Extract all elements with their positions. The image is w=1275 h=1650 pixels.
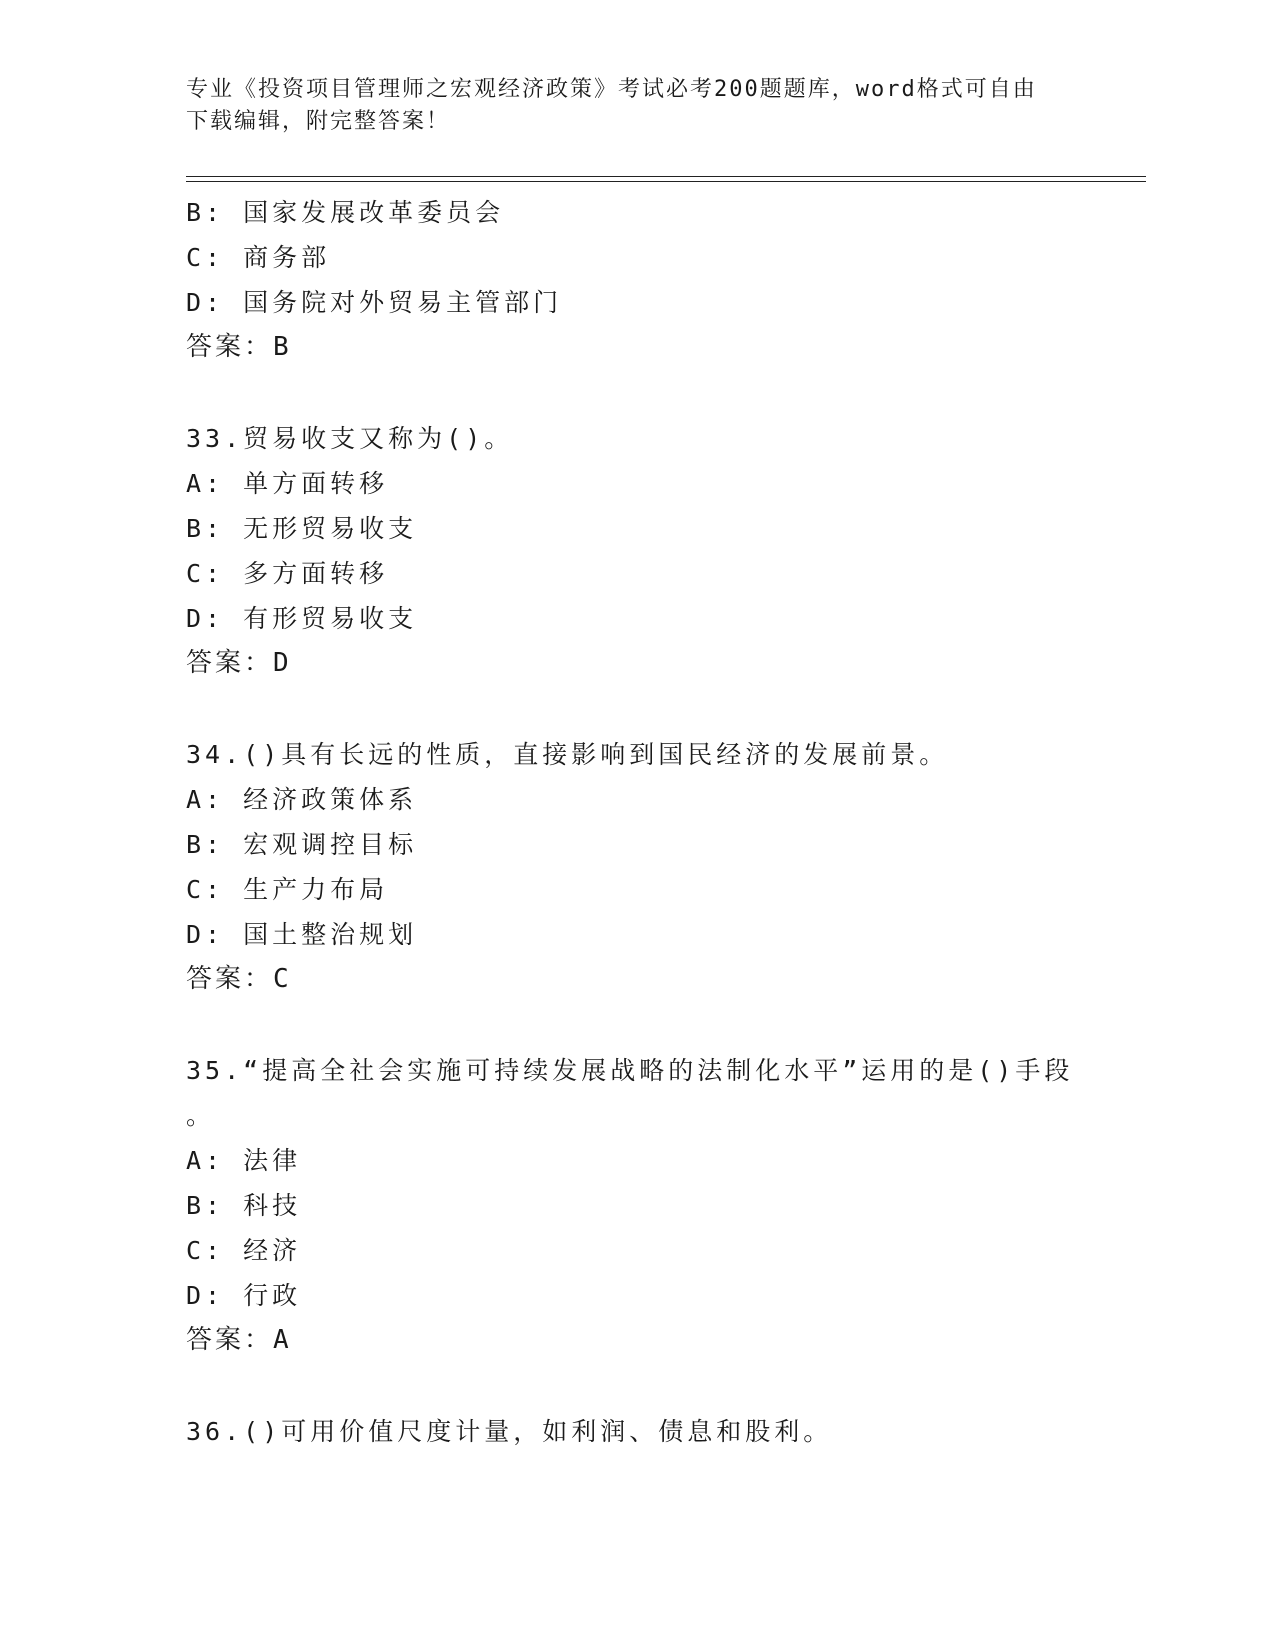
option-a: A: 经济政策体系	[186, 785, 418, 814]
option-c: C: 经济	[186, 1236, 302, 1265]
spacer	[186, 686, 1086, 732]
question-block-33	[186, 416, 1086, 686]
option-d: D: 国务院对外贸易主管部门	[186, 288, 563, 317]
question-block-32	[186, 190, 1086, 370]
option-b: B: 科技	[186, 1191, 302, 1220]
question-text: 36.()可用价值尺度计量，如利润、债息和股利。	[186, 1417, 833, 1446]
answer-label: 答案：	[186, 964, 274, 994]
document-header	[186, 74, 1066, 138]
question-block-35	[186, 1048, 1086, 1363]
spacer	[186, 1363, 1086, 1409]
option-d: D: 国土整治规划	[186, 920, 418, 949]
option-c: C: 商务部	[186, 243, 331, 272]
answer-line	[186, 641, 1086, 686]
header-title-line1: 专业《投资项目管理师之宏观经济政策》考试必考200题题库，word格式可自由	[186, 77, 1037, 102]
answer-value: B	[273, 332, 291, 362]
option-a: A: 单方面转移	[186, 469, 389, 498]
answer-value: A	[273, 1325, 291, 1355]
question-block-34	[186, 732, 1086, 1002]
option-b: B: 宏观调控目标	[186, 830, 418, 859]
header-title-line2: 下载编辑，附完整答案！	[186, 109, 451, 134]
answer-label: 答案：	[186, 648, 274, 678]
answer-value: D	[273, 648, 291, 678]
header-divider-top	[186, 176, 1146, 177]
option-a: A: 法律	[186, 1146, 302, 1175]
header-divider-bottom	[186, 181, 1146, 182]
option-d: D: 有形贸易收支	[186, 604, 418, 633]
question-block-36	[186, 1409, 1086, 1454]
question-text-continuation: 。	[186, 1101, 216, 1130]
option-b: B: 国家发展改革委员会	[186, 198, 505, 227]
answer-line	[186, 1318, 1086, 1363]
option-b: B: 无形贸易收支	[186, 514, 418, 543]
answer-label: 答案：	[186, 332, 274, 362]
spacer	[186, 370, 1086, 416]
question-text: 34.()具有长远的性质，直接影响到国民经济的发展前景。	[186, 740, 949, 769]
answer-line	[186, 325, 1086, 370]
question-text: 35.“提高全社会实施可持续发展战略的法制化水平”运用的是()手段	[186, 1056, 1074, 1085]
answer-label: 答案：	[186, 1325, 274, 1355]
spacer	[186, 1002, 1086, 1048]
question-text: 33.贸易收支又称为()。	[186, 424, 514, 453]
option-c: C: 多方面转移	[186, 559, 389, 588]
option-d: D: 行政	[186, 1281, 302, 1310]
option-c: C: 生产力布局	[186, 875, 389, 904]
question-list	[186, 190, 1086, 1454]
answer-line	[186, 957, 1086, 1002]
answer-value: C	[273, 964, 291, 994]
